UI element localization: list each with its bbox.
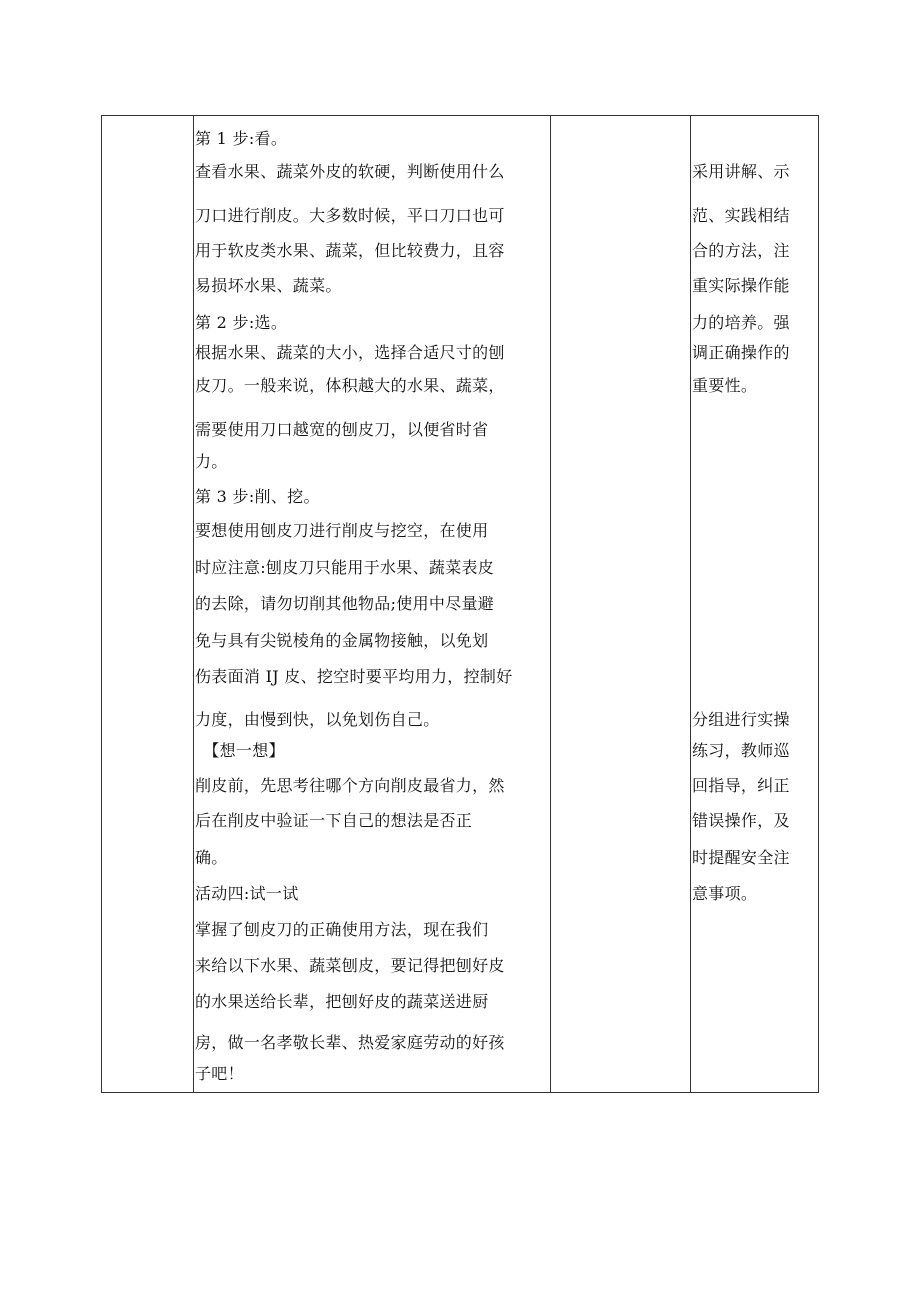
content-line: 皮刀。一般来说，体积越大的水果、蔬菜， [195,376,505,395]
method-line: 合的方法，注 [692,241,790,260]
content-line: 削皮前，先思考往哪个方向削皮最省力，然 [195,776,505,795]
content-line: 伤表面消 IJ 皮、挖空时要平均用力，控制好 [195,667,513,686]
content-line: 房，做一名孝敬长辈、热爱家庭劳动的好孩 [195,1033,505,1052]
method-line: 意事项。 [692,884,758,903]
method-line: 回指导，纠正 [692,776,790,795]
method-line: 错误操作，及 [692,811,790,830]
content-line: 根据水果、蔬菜的大小，选择合适尺寸的刨 [195,343,505,362]
column-divider-2 [550,116,551,1092]
method-line: 重要性。 [692,376,758,395]
content-line: 第 1 步:看。 [195,129,288,148]
content-line: 【想一想】 [195,741,285,760]
content-line: 的水果送给长辈，把刨好皮的蔬菜送进厨 [195,992,489,1011]
content-line: 确。 [195,848,228,867]
content-line: 活动四:试一试 [195,884,299,903]
content-line: 第 3 步:削、挖。 [195,487,320,506]
content-line: 需要使用刀口越宽的刨皮刀，以便省时省 [195,420,489,439]
content-line: 力度，由慢到快，以免划伤自己。 [195,710,440,729]
content-line: 时应注意:刨皮刀只能用于水果、蔬菜表皮 [195,558,495,577]
method-line: 时提醒安全注 [692,848,790,867]
lesson-table [101,115,819,1093]
content-line: 第 2 步:选。 [195,313,288,332]
content-line: 要想使用刨皮刀进行削皮与挖空，在使用 [195,521,489,540]
method-line: 调正确操作的 [692,343,790,362]
column-divider-3 [690,116,691,1092]
method-line: 重实际操作能 [692,276,790,295]
method-line: 采用讲解、示 [692,162,790,181]
content-line: 的去除，请勿切削其他物品;使用中尽量避 [195,594,495,613]
method-line: 范、实践相结 [692,206,790,225]
content-line: 查看水果、蔬菜外皮的软硬，判断使用什么 [195,162,505,181]
content-line: 后在削皮中验证一下自己的想法是否正 [195,811,473,830]
content-line: 力。 [195,452,228,471]
content-line: 刀口进行削皮。大多数时候，平口刀口也可 [195,206,505,225]
content-line: 易损坏水果、蔬菜。 [195,276,342,295]
content-line: 子吧！ [195,1064,244,1083]
column-divider-1 [193,116,194,1092]
method-line: 力的培养。强 [692,313,790,332]
content-line: 来给以下水果、蔬菜刨皮，要记得把刨好皮 [195,956,505,975]
method-line: 分组进行实操 [692,710,790,729]
method-line: 练习，教师巡 [692,741,790,760]
content-line: 掌握了刨皮刀的正确使用方法，现在我们 [195,920,489,939]
content-line: 免与具有尖锐棱角的金属物接触，以免划 [195,631,489,650]
content-line: 用于软皮类水果、蔬菜，但比较费力，且容 [195,241,505,260]
